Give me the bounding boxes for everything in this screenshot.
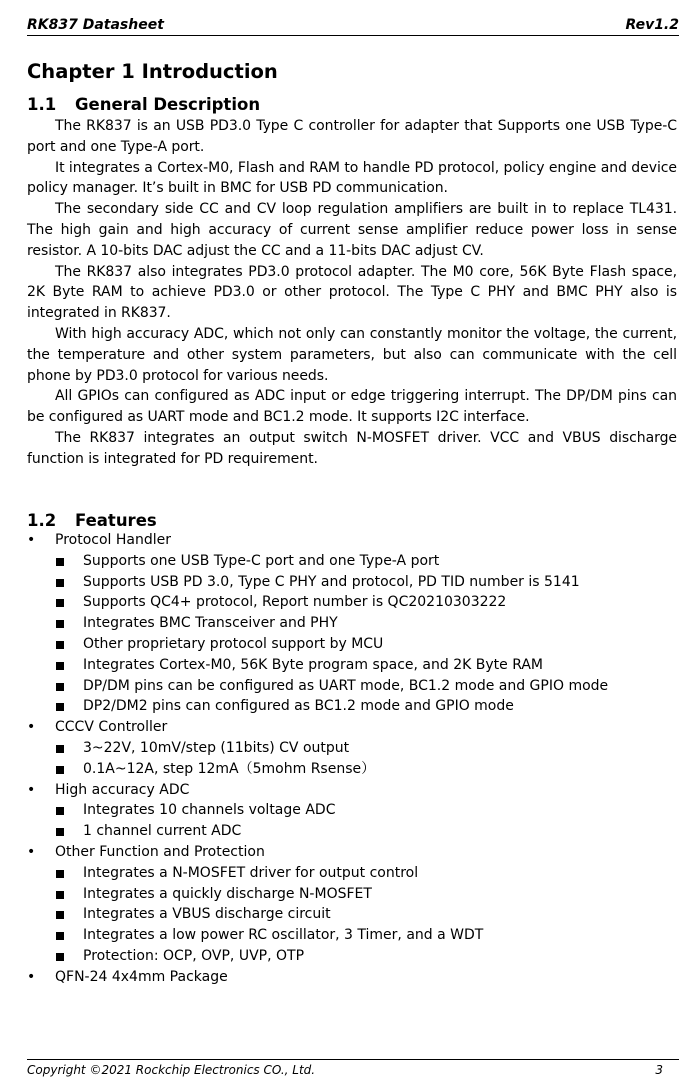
feature-item-text: Integrates 10 channels voltage ADC	[83, 802, 336, 819]
square-bullet-icon	[56, 558, 64, 566]
page-header	[27, 13, 679, 36]
square-bullet-icon	[56, 683, 64, 691]
paragraph: The RK837 is an USB PD3.0 Type C controller for adapter that Supports one USB Type-C port and one Type-A port.	[27, 118, 677, 155]
feature-group	[27, 967, 677, 988]
feature-item	[27, 821, 677, 842]
feature-group-label: CCCV Controller	[55, 719, 168, 736]
feature-item	[27, 592, 677, 613]
feature-item	[27, 863, 677, 884]
feature-group-label: Other Function and Protection	[55, 843, 265, 860]
section-heading-general	[27, 95, 260, 114]
feature-item	[27, 946, 677, 967]
feature-item	[27, 884, 677, 905]
general-description	[27, 116, 677, 470]
square-bullet-icon	[56, 766, 64, 774]
feature-group	[27, 530, 677, 551]
square-bullet-icon	[56, 662, 64, 670]
chapter-title: Chapter 1 Introduction	[27, 60, 278, 83]
page-number: 3	[655, 1063, 663, 1077]
square-bullet-icon	[56, 641, 64, 649]
bullet-icon: •	[27, 968, 36, 985]
feature-item-text: Other proprietary protocol support by MCU	[83, 635, 384, 652]
document-title: RK837 Datasheet	[27, 17, 164, 33]
feature-item-text: Integrates Cortex-M0, 56K Byte program space, and 2K Byte RAM	[83, 656, 544, 673]
feature-item	[27, 925, 677, 946]
square-bullet-icon	[56, 953, 64, 961]
feature-item-text: Integrates a quickly discharge N-MOSFET	[83, 885, 372, 902]
feature-item	[27, 613, 677, 634]
feature-item-text: Supports QC4+ protocol, Report number is QC20210303222	[83, 594, 507, 611]
feature-item	[27, 655, 677, 676]
paragraph: The secondary side CC and CV loop regulation amplifiers are built in to replace TL431. The high gain and high accuracy of current sense amplifier reduce power loss in sense resistor. A 10-bits DAC adjust the CC and a 11-bits DAC adjust CV.	[27, 201, 677, 259]
feature-item	[27, 759, 677, 780]
square-bullet-icon	[56, 703, 64, 711]
feature-group-label: Protocol Handler	[55, 532, 171, 548]
feature-item	[27, 634, 677, 655]
square-bullet-icon	[56, 891, 64, 899]
feature-item	[27, 676, 677, 697]
paragraph: It integrates a Cortex-M0, Flash and RAM to handle PD protocol, policy engine and device policy manager. It’s built in BMC for USB PD communication.	[27, 159, 677, 197]
feature-group	[27, 842, 677, 863]
square-bullet-icon	[56, 745, 64, 753]
page-footer	[27, 1059, 679, 1077]
feature-item	[27, 800, 677, 821]
feature-item-text: Supports USB PD 3.0, Type C PHY and protocol, PD TID number is 5141	[83, 573, 580, 590]
square-bullet-icon	[56, 828, 64, 836]
bullet-icon: •	[27, 843, 36, 860]
feature-item	[27, 551, 677, 572]
document-revision: Rev1.2	[625, 17, 679, 33]
paragraph: All GPIOs can configured as ADC input or edge triggering interrupt. The DP/DM pins can be configured as UART mode and BC1.2 mode. It supports I2C interface.	[27, 388, 677, 426]
section-number: 1.1	[27, 95, 57, 114]
paragraph: With high accuracy ADC, which not only can constantly monitor the voltage, the current, the temperature and other system parameters, but also can communicate with the cell phone by PD3.0 protocol for various needs.	[27, 325, 677, 384]
feature-item	[27, 572, 677, 593]
feature-group	[27, 780, 677, 801]
feature-item-text: 3~22V, 10mV/step (11bits) CV output	[83, 739, 350, 756]
square-bullet-icon	[56, 620, 64, 628]
feature-item-text: DP/DM pins can be configured as UART mode, BC1.2 mode and GPIO mode	[83, 677, 609, 694]
copyright: Copyright ©2021 Rockchip Electronics CO., Ltd.	[27, 1063, 316, 1077]
features-list	[27, 530, 677, 988]
section-heading-features	[27, 511, 157, 530]
square-bullet-icon	[56, 599, 64, 607]
feature-item-text: Integrates a VBUS discharge circuit	[83, 906, 331, 923]
bullet-icon: •	[27, 719, 36, 736]
feature-item	[27, 696, 677, 717]
feature-group-label: High accuracy ADC	[55, 781, 190, 798]
section-title: General Description	[75, 95, 261, 114]
paragraph: The RK837 also integrates PD3.0 protocol adapter. The M0 core, 56K Byte Flash space, 2K Byte RAM to achieve PD3.0 or other protocol. The Type C PHY and BMC PHY also is integrated in RK837.	[27, 263, 677, 322]
feature-item-text: Integrates a N-MOSFET driver for output control	[83, 864, 419, 881]
bullet-icon: •	[27, 532, 36, 548]
feature-item	[27, 738, 677, 759]
feature-item	[27, 904, 677, 925]
square-bullet-icon	[56, 579, 64, 587]
feature-group	[27, 717, 677, 738]
feature-item-text: 1 channel current ADC	[83, 823, 242, 840]
feature-group-label: QFN-24 4x4mm Package	[55, 968, 228, 985]
section-title: Features	[75, 511, 157, 530]
square-bullet-icon	[56, 807, 64, 815]
paragraph: The RK837 integrates an output switch N-MOSFET driver. VCC and VBUS discharge function is integrated for PD requirement.	[27, 429, 677, 467]
feature-item-text: 0.1A~12A, step 12mA（5mohm Rsense）	[83, 760, 376, 777]
section-number: 1.2	[27, 511, 57, 530]
square-bullet-icon	[56, 932, 64, 940]
feature-item-text: Supports one USB Type-C port and one Type-A port	[83, 552, 440, 569]
square-bullet-icon	[56, 911, 64, 919]
feature-item-text: DP2/DM2 pins can configured as BC1.2 mode and GPIO mode	[83, 698, 514, 715]
feature-item-text: Integrates BMC Transceiver and PHY	[83, 615, 338, 632]
square-bullet-icon	[56, 870, 64, 878]
bullet-icon: •	[27, 781, 36, 798]
feature-item-text: Integrates a low power RC oscillator, 3 Timer, and a WDT	[83, 927, 484, 944]
feature-item-text: Protection: OCP, OVP, UVP, OTP	[83, 947, 305, 964]
